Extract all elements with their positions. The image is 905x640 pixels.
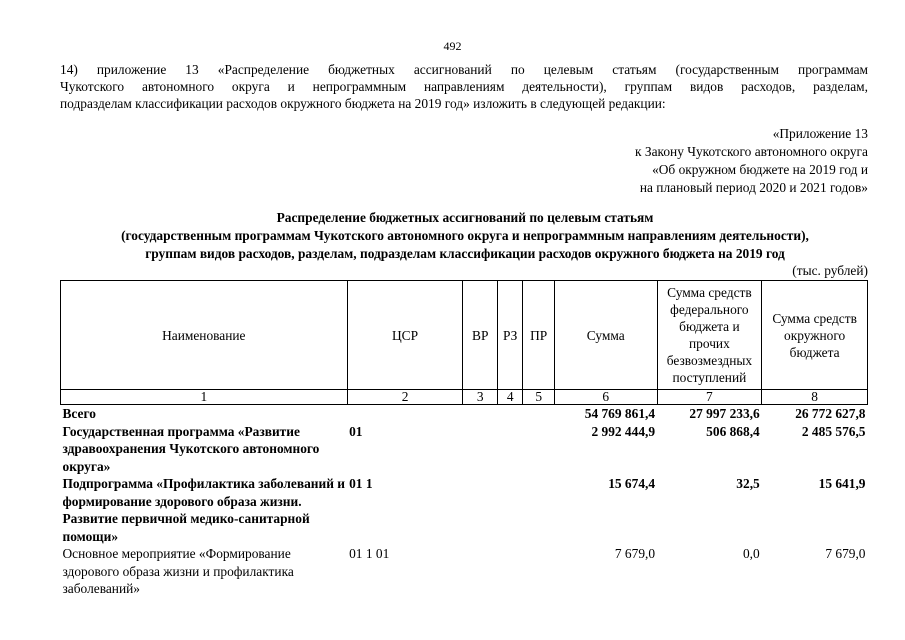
- header-federal: Сумма средств федерального бюджета и прочих безвозмездных поступлений: [657, 281, 762, 390]
- appendix-line: к Закону Чукотского автономного округа: [635, 144, 868, 159]
- column-number: 6: [554, 390, 657, 405]
- budget-table: [60, 280, 868, 598]
- row-federal: 32,5: [736, 476, 760, 491]
- header-regional: Сумма средств окружного бюджета: [762, 281, 868, 390]
- row-pr: [523, 423, 555, 476]
- table-row: [61, 423, 868, 476]
- title-line: Распределение бюджетных ассигнований по целевым статьям: [276, 210, 654, 225]
- row-csr: 01: [349, 423, 363, 439]
- column-number: 3: [463, 390, 498, 405]
- row-pr: [523, 405, 555, 423]
- appendix-line: на плановый период 2020 и 2021 годов»: [639, 180, 868, 195]
- appendix-line: «Об окружном бюджете на 2019 год и: [652, 162, 868, 177]
- header-name: Наименование: [61, 281, 348, 390]
- column-number: 4: [498, 390, 523, 405]
- document-title: [40, 209, 890, 263]
- row-sum: 2 992 444,9: [591, 423, 656, 439]
- intro-line: Чукотского автономного округа и непрограммным направлениям деятельности), группам видов расходов, разделам,: [60, 79, 868, 94]
- title-line: группам видов расходов, разделам, подразделам классификации расходов окружного бюджета на 2019 год: [145, 246, 785, 261]
- row-federal: 27 997 233,6: [689, 406, 760, 421]
- table-header-numbers: [61, 390, 868, 405]
- row-pr: [523, 545, 555, 598]
- unit-note: (тыс. рублей): [792, 263, 868, 278]
- header-pr: ПР: [523, 281, 555, 390]
- row-rz: [498, 475, 523, 545]
- table-row: [61, 545, 868, 598]
- column-number: 2: [347, 390, 463, 405]
- row-sum: 54 769 861,4: [584, 406, 656, 421]
- header-sum: Сумма: [554, 281, 657, 390]
- table-header-row: [61, 281, 868, 390]
- row-vr: [463, 423, 498, 476]
- row-sum: 15 674,4: [608, 476, 656, 491]
- header-rz: РЗ: [498, 281, 523, 390]
- row-csr: 01 1: [349, 476, 373, 491]
- row-name: Всего: [62, 406, 96, 421]
- column-number: 1: [61, 390, 348, 405]
- intro-line: подразделам классификации расходов окружного бюджета на 2019 год» изложить в следующей редакции:: [60, 96, 666, 111]
- row-name: Государственная программа «Развитие здравоохранения Чукотского автономного округа»: [62, 423, 320, 474]
- appendix-reference: [635, 125, 868, 197]
- column-number: 7: [657, 390, 762, 405]
- row-csr: 01 1 01: [349, 546, 390, 561]
- row-vr: [463, 405, 498, 423]
- column-number: 5: [523, 390, 555, 405]
- intro-line: 14) приложение 13 «Распределение бюджетных ассигнований по целевым статьям (государственным программам: [60, 62, 868, 77]
- row-pr: [523, 475, 555, 545]
- row-csr: [347, 405, 463, 423]
- column-number: 8: [762, 390, 868, 405]
- title-line: (государственным программам Чукотского автономного округа и непрограммным направлениям деятельности),: [121, 228, 809, 243]
- table-row: [61, 405, 868, 423]
- row-regional: 2 485 576,5: [801, 423, 866, 439]
- appendix-line: «Приложение 13: [772, 126, 868, 141]
- row-vr: [463, 475, 498, 545]
- intro-paragraph: [60, 61, 868, 112]
- row-sum: 7 679,0: [614, 546, 656, 561]
- row-federal: 506 868,4: [706, 423, 760, 439]
- row-federal: 0,0: [742, 546, 760, 561]
- row-rz: [498, 423, 523, 476]
- row-regional: 15 641,9: [818, 476, 866, 491]
- row-rz: [498, 405, 523, 423]
- row-regional: 7 679,0: [825, 546, 866, 561]
- row-name: Подпрограмма «Профилактика заболеваний и формирование здорового образа жизни. Развитие первичной медико-санитарной помощи»: [62, 476, 345, 544]
- row-rz: [498, 545, 523, 598]
- table-row: [61, 475, 868, 545]
- row-vr: [463, 545, 498, 598]
- row-regional: 26 772 627,8: [795, 406, 866, 421]
- header-csr: ЦСР: [347, 281, 463, 390]
- header-vr: ВР: [463, 281, 498, 390]
- row-name: Основное мероприятие «Формирование здорового образа жизни и профилактика заболеваний»: [62, 546, 294, 596]
- page-number: 492: [443, 39, 462, 53]
